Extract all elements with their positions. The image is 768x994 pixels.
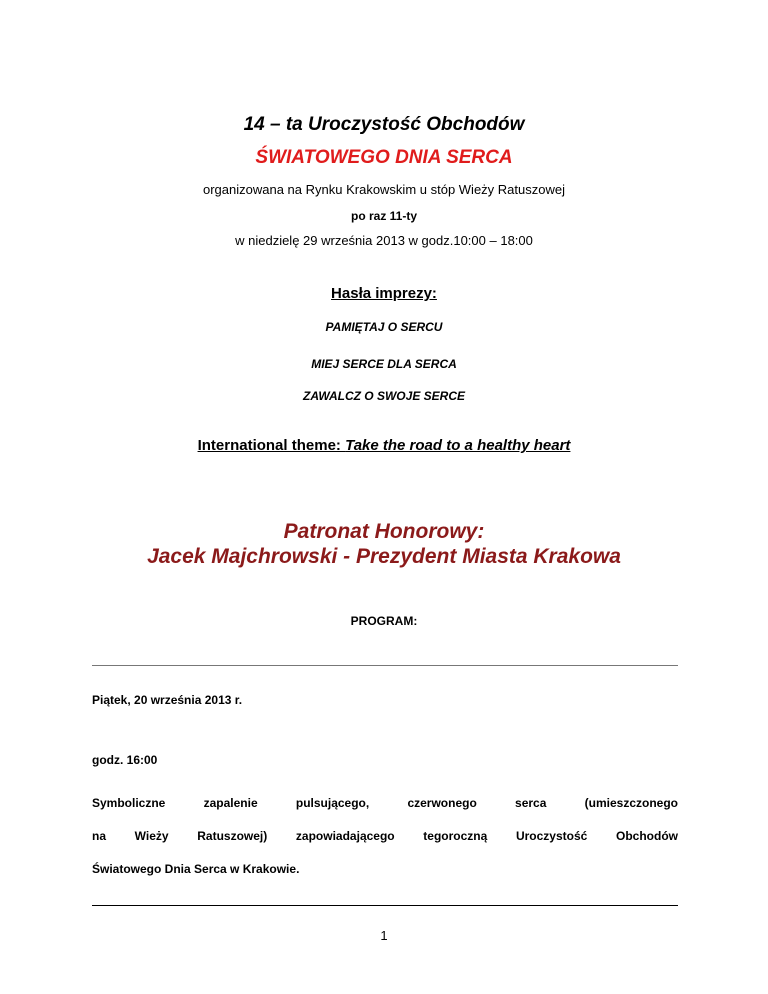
program-day: Piątek, 20 września 2013 r. xyxy=(92,693,243,707)
divider-bottom xyxy=(92,905,678,906)
slogan-item: ZAWALCZ O SWOJE SERCE xyxy=(302,389,465,403)
patronage-name: Jacek Majchrowski - Prezydent Miasta Krakowa xyxy=(147,545,621,568)
program-description-line: Symboliczne zapalenie pulsującego, czerwonego serca (umieszczonego xyxy=(92,796,678,810)
program-description-line: Światowego Dnia Serca w Krakowie. xyxy=(92,862,300,876)
slogan-item: MIEJ SERCE DLA SERCA xyxy=(311,357,457,371)
international-theme xyxy=(0,437,768,454)
date-time-line: w niedzielę 29 września 2013 w godz.10:00 – 18:00 xyxy=(235,233,533,248)
program-description-line: na Wieży Ratuszowej) zapowiadającego tegoroczną Uroczystość Obchodów xyxy=(92,829,678,843)
international-theme-text: Take the road to a healthy heart xyxy=(345,437,571,454)
program-time: godz. 16:00 xyxy=(92,753,158,767)
edition-line: po raz 11-ty xyxy=(350,209,418,223)
slogans-heading: Hasła imprezy: xyxy=(331,285,437,302)
page-number: 1 xyxy=(380,928,388,943)
document-title: 14 – ta Uroczystość Obchodów xyxy=(243,114,525,135)
program-heading: PROGRAM: xyxy=(350,614,418,628)
location-line: organizowana na Rynku Krakowskim u stóp Wieży Ratuszowej xyxy=(203,182,565,197)
patronage-heading: Patronat Honorowy: xyxy=(283,520,485,543)
document-subtitle: ŚWIATOWEGO DNIA SERCA xyxy=(255,147,513,168)
divider-top xyxy=(92,665,678,666)
international-theme-label: International theme: xyxy=(197,437,346,454)
slogan-item: PAMIĘTAJ O SERCU xyxy=(325,320,443,334)
